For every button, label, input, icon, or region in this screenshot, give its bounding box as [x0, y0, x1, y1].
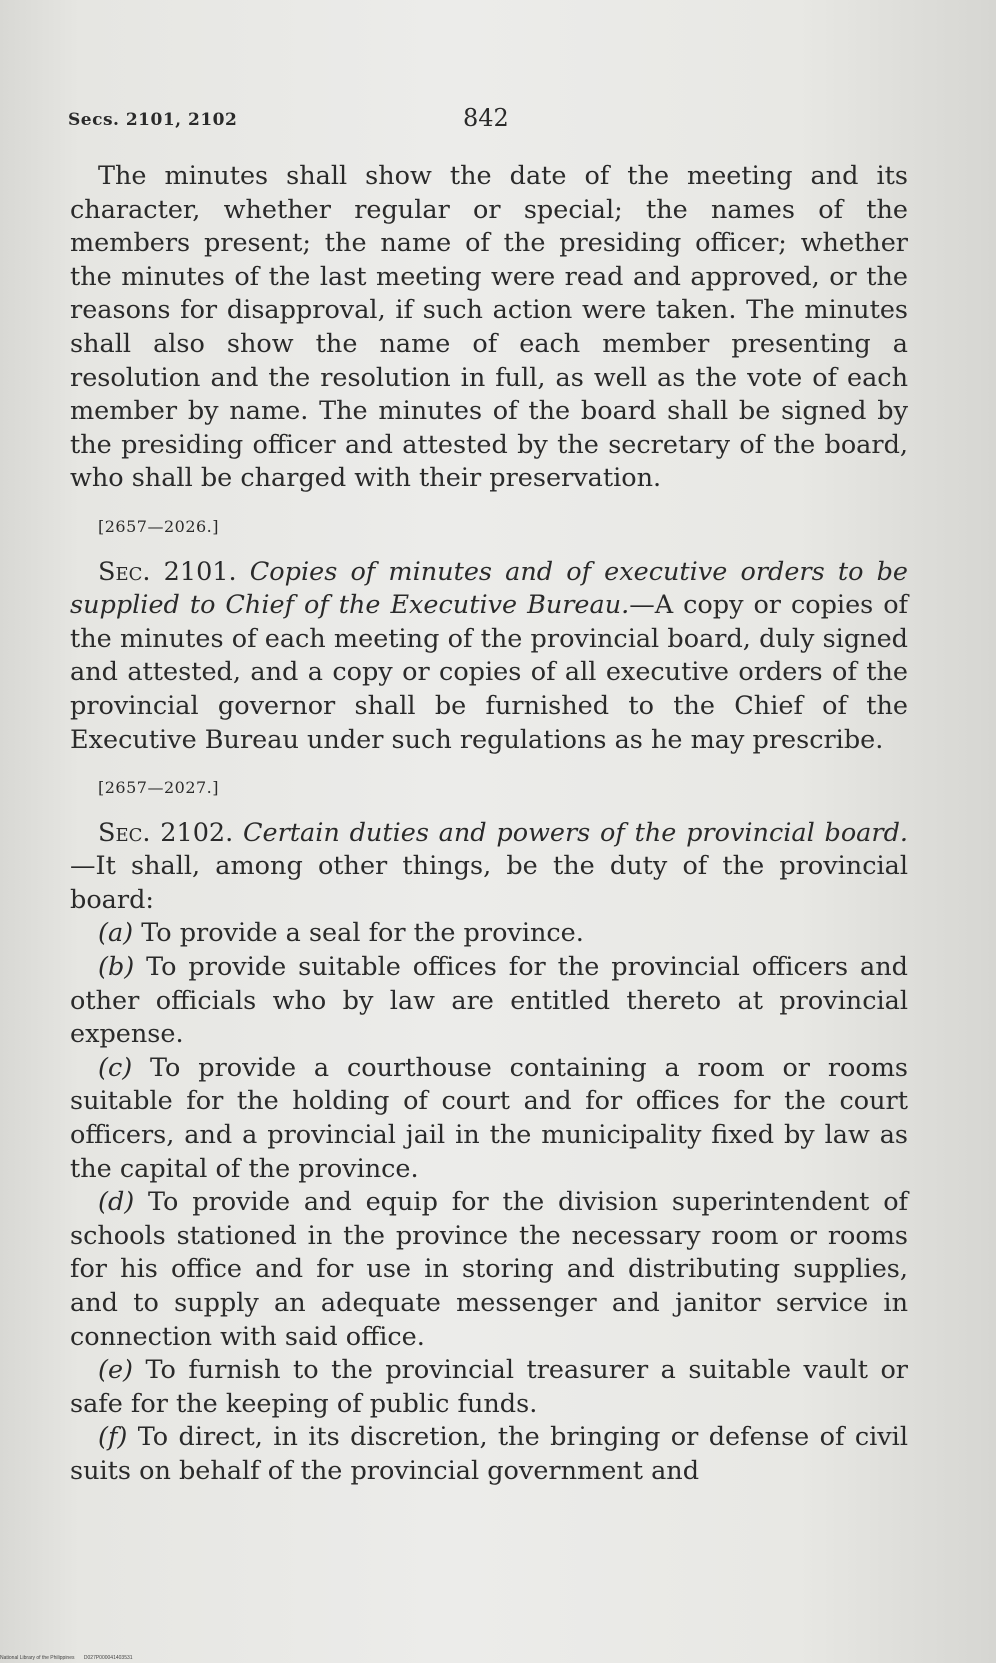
section-title: Copies of minutes and of executive orders to be supplied to Chief of the Executive Bureau.	[70, 556, 909, 621]
item-label: (e)	[98, 1355, 133, 1386]
item-label: (d)	[98, 1187, 135, 1218]
list-item-a	[70, 917, 908, 951]
page-body	[70, 160, 908, 1489]
scan-footer	[0, 1655, 141, 1661]
section-text: —It shall, among other things, be the duty of the provincial board:	[70, 851, 908, 915]
item-label: (c)	[98, 1052, 133, 1083]
list-item-c	[70, 1052, 908, 1186]
page-header	[68, 104, 928, 140]
section-label: Sec. 2101.	[98, 556, 237, 587]
citation: [2657—2027.]	[98, 778, 220, 798]
paragraph-minutes: The minutes shall show the date of the meeting and its character, whether regular or special; the names of the members present; the name of the presiding officer; whether the minutes of the last meeting were read and approved, or the reasons for disapproval, if such action were taken. The minutes shall also show the name of each member presenting a resolution and the resolution in full, as well as the vote of each member by name. The minutes of the board shall be signed by the presiding officer and attested by the secretary of the board, who shall be charged with their preservation.	[70, 161, 908, 494]
item-text: To provide suitable offices for the provincial officers and other officials who by law are entitled thereto at provincial expense.	[70, 952, 908, 1050]
item-label: (b)	[98, 952, 135, 983]
item-text: To provide a seal for the province.	[133, 918, 584, 949]
item-label: (f)	[98, 1422, 128, 1453]
list-item-f	[70, 1421, 908, 1488]
section-2101	[70, 556, 908, 758]
item-text: To provide and equip for the division superintendent of schools stationed in the province the necessary room or rooms for his office and for use in storing and distributing supplies, and to supply an adequate messenger and janitor service in connection with said office.	[70, 1187, 908, 1352]
section-2102	[70, 817, 908, 918]
page-number: 842	[463, 104, 509, 132]
item-text: To provide a courthouse containing a room or rooms suitable for the holding of court and for offices for the court officers, and a provincial jail in the municipality fixed by law as the capital of the province.	[70, 1052, 908, 1184]
section-range: Secs. 2101, 2102	[68, 110, 238, 130]
scan-code: D027P000041403531	[83, 1655, 133, 1661]
item-text: To direct, in its discretion, the bringing or defense of civil suits on behalf of the provincial government and	[70, 1422, 908, 1486]
list-item-d	[70, 1186, 908, 1354]
citation: [2657—2026.]	[98, 516, 220, 536]
library-name: National Library of the Philippines	[0, 1655, 75, 1661]
item-text: To furnish to the provincial treasurer a suitable vault or safe for the keeping of public funds.	[70, 1355, 908, 1419]
section-text: —A copy or copies of the minutes of each meeting of the provincial board, duly signed and attested, and a copy or copies of all executive orders of the provincial governor shall be furnished to the Chief of the Executive Bureau under such regulations as he may prescribe.	[70, 590, 908, 755]
list-item-b	[70, 951, 908, 1052]
section-label: Sec. 2102.	[98, 817, 234, 848]
list-item-e	[70, 1354, 908, 1421]
item-label: (a)	[98, 918, 134, 949]
section-title: Certain duties and powers of the provincial board.	[243, 817, 908, 848]
